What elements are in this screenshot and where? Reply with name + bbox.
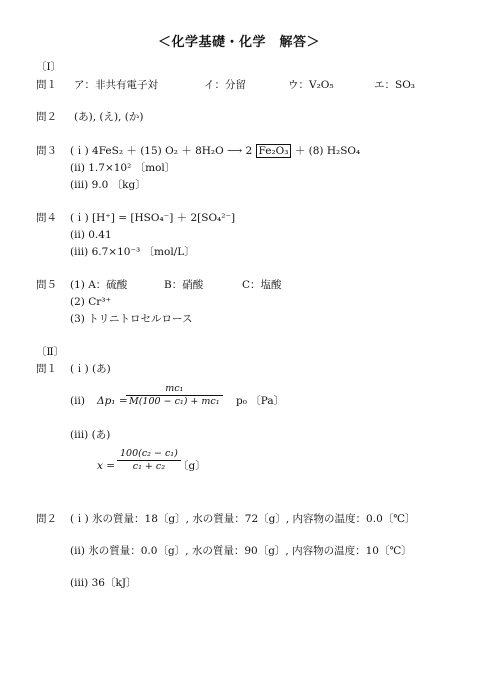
s2-q2-ii: (ⅱ) 氷の質量：0.0〔g〕, 水の質量：90〔g〕, 内容物の温度：10〔℃〕: [70, 545, 412, 557]
s2-q1-ii-tail: p₀ 〔Pa〕: [236, 395, 285, 407]
s2-q1-iii-tail: 〔g〕: [178, 460, 206, 472]
s2-q2-label: 問２: [36, 513, 57, 525]
s1-q5-b: B：硝酸: [164, 279, 204, 291]
s1-q5-c: C：塩酸: [242, 279, 282, 291]
s2-q1-ii-denominator: M(100 − c₁) + mc₁: [129, 396, 220, 407]
s1-q2-label: 問２: [36, 111, 57, 123]
s1-q5-ii: (2) Cr³⁺: [70, 296, 112, 308]
s1-q5-a: (1) A：硫酸: [70, 279, 128, 291]
s2-q1-label: 問１: [36, 363, 57, 375]
s2-q1-ii-lhs: Δp₁ =: [97, 395, 128, 407]
s2-q2-iii: (ⅲ) 36〔kJ〕: [70, 577, 137, 589]
s1-q4-i: (ｉ) [H⁺] = [HSO₄⁻] ＋ 2[SO₄²⁻]: [70, 212, 236, 224]
s1-q3-i-equation-left: (ｉ) 4FeS₂ ＋ (15) O₂ ＋ 8H₂O ⟶ 2: [70, 145, 253, 157]
page-title: ＜化学基礎・化学 解答＞: [158, 35, 321, 50]
s2-q1-i: (ｉ) (あ): [70, 363, 111, 375]
s1-q4-ii: (ⅱ) 0.41: [70, 229, 112, 241]
s2-q1-iii-numerator: 100(c₂ − c₁): [120, 448, 178, 459]
s1-q3-ii: (ⅱ) 1.7×10² 〔mol〕: [70, 162, 176, 174]
s1-q4-iii: (ⅲ) 6.7×10⁻³ 〔mol/L〕: [70, 246, 195, 258]
section-2-heading: 〔Ⅱ〕: [36, 346, 65, 358]
s1-q1-d: エ：SO₃: [374, 79, 416, 91]
s1-q3-i-equation-right: ＋ (8) H₂SO₄: [294, 145, 361, 157]
s1-q1-b: イ：分留: [204, 79, 246, 91]
s1-q1-label: 問１: [36, 79, 57, 91]
s1-q5-iii: (3) トリニトロセルロース: [70, 313, 193, 325]
s1-q3-i: [70, 145, 360, 158]
s1-q4-label: 問４: [36, 212, 57, 224]
s2-q2-i: (ｉ) 氷の質量：18〔g〕, 水の質量：72〔g〕, 内容物の温度：0.0〔℃〕: [70, 513, 416, 525]
s1-q5-label: 問５: [36, 279, 57, 291]
s1-q3-iii: (ⅲ) 9.0 〔kg〕: [70, 179, 146, 191]
s2-q1-iii-lhs: x =: [97, 460, 116, 472]
s2-q1-ii-label: (ⅱ): [70, 395, 85, 407]
s1-q2-answer: (あ), (え), (か): [74, 111, 144, 123]
s1-q1-a: ア：非共有電子対: [74, 79, 158, 91]
s2-q1-iii-label: (ⅲ) (あ): [70, 429, 111, 441]
s2-q1-ii-numerator: mc₁: [165, 383, 184, 394]
section-1-heading: 〔Ⅰ〕: [36, 61, 62, 73]
s1-q1-c: ウ：V₂O₅: [288, 79, 334, 91]
s1-q3-i-boxed-product: Fe₂O₃: [256, 144, 292, 158]
s2-q1-iii-fraction: [117, 448, 181, 473]
s1-q3-label: 問３: [36, 145, 57, 157]
s2-q1-ii-fraction: [126, 383, 223, 408]
s2-q1-iii-denominator: c₁ + c₂: [132, 461, 166, 472]
